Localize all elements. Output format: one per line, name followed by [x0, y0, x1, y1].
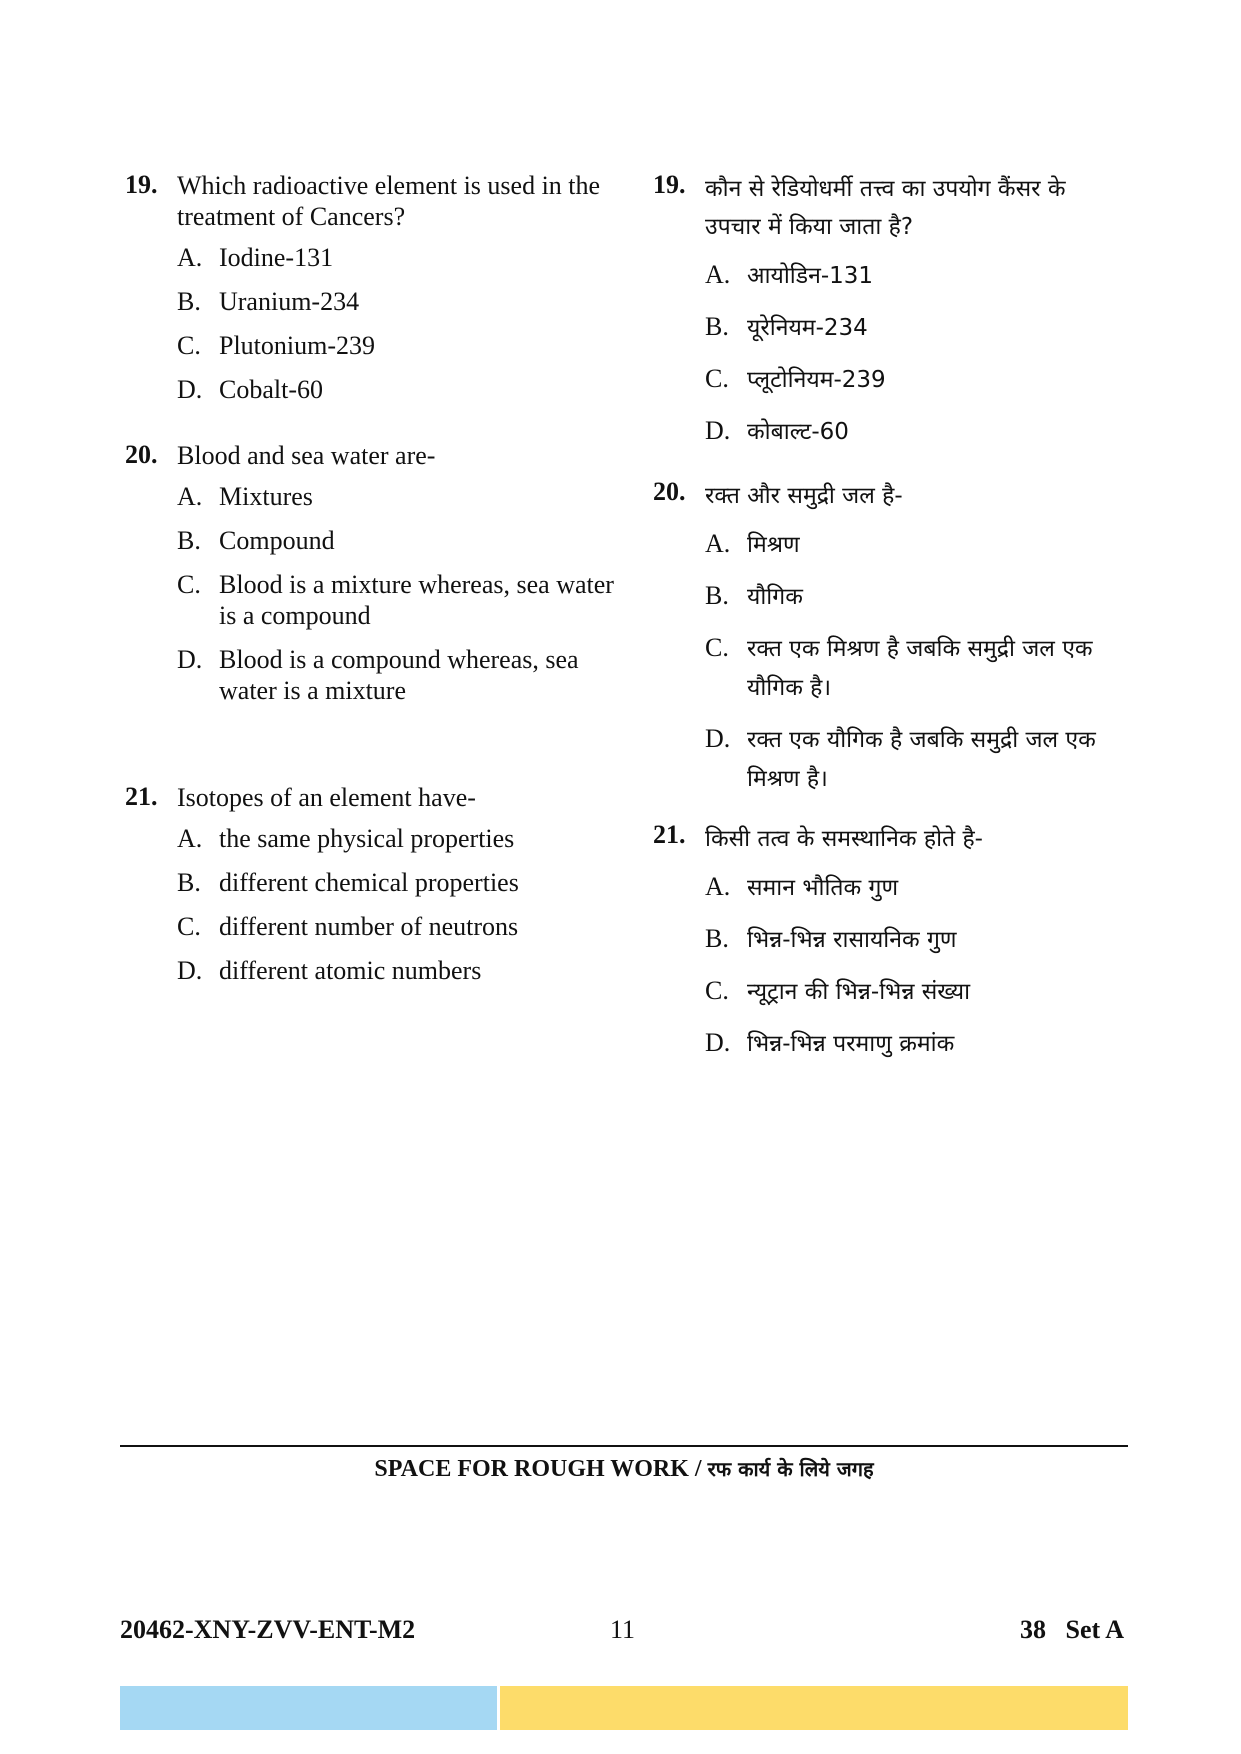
question-text: कौन से रेडियोधर्मी तत्त्व का उपयोग कैंसर के उपचार में किया जाता है? [705, 176, 1066, 240]
option-a: A. Mixtures [177, 482, 313, 511]
question-text: किसी तत्व के समस्थानिक होते है- [705, 826, 983, 852]
option-c: C. रक्त एक मिश्रण है जबकि समुद्री जल एक यौगिक है। [705, 633, 1093, 701]
question-text: Which radioactive element is used in the treatment of Cancers? [177, 171, 601, 231]
question-number: 20. [653, 477, 686, 506]
question-number: 21. [653, 820, 686, 849]
question-number: 19. [125, 170, 158, 199]
option-b: B. यूरेनियम-234 [705, 312, 868, 341]
question-text: Isotopes of an element have- [177, 783, 476, 812]
option-a: A. समान भौतिक गुण [705, 872, 899, 901]
option-a: A. मिश्रण [705, 529, 800, 558]
hindi-column [653, 170, 1123, 1076]
option-d: D. कोबाल्ट-60 [705, 416, 849, 445]
option-b: B. भिन्न-भिन्न रासायनिक गुण [705, 924, 957, 953]
question-text: Blood and sea water are- [177, 441, 436, 470]
question-number: 19. [653, 170, 686, 199]
option-b: B. यौगिक [705, 581, 803, 610]
option-c: C. Plutonium-239 [177, 331, 376, 360]
question-21-hi [653, 820, 1123, 1063]
question-number: 21. [125, 782, 158, 811]
option-b: B. Compound [177, 526, 335, 555]
question-20-hi [653, 477, 1123, 820]
option-c: C. न्यूट्रान की भिन्न-भिन्न संख्या [705, 976, 971, 1005]
option-a: A. Iodine-131 [177, 243, 334, 272]
options-list [177, 823, 625, 986]
options-list [705, 868, 1123, 1063]
question-text: रक्त और समुद्री जल है- [705, 483, 903, 509]
paper-code: 20462-XNY-ZVV-ENT-M2 [120, 1615, 416, 1644]
english-column [125, 170, 625, 999]
option-b: B. Uranium-234 [177, 287, 360, 316]
option-d: D. रक्त एक यौगिक है जबकि समुद्री जल एक मिश्रण है। [705, 724, 1096, 792]
option-d: D. भिन्न-भिन्न परमाणु क्रमांक [705, 1028, 955, 1057]
question-20-en [125, 440, 625, 782]
footer-bar-yellow [500, 1686, 1128, 1730]
page-number: 11 [610, 1615, 636, 1644]
options-list [177, 242, 625, 405]
question-19-en [125, 170, 625, 440]
rough-work-divider [120, 1445, 1128, 1447]
option-a: A. the same physical properties [177, 824, 515, 853]
question-number: 20. [125, 440, 158, 469]
option-c: C. प्लूटोनियम-239 [705, 364, 886, 393]
option-a: A. आयोडिन-131 [705, 260, 874, 289]
options-list [177, 481, 625, 706]
option-d: D. Blood is a compound whereas, sea water is a mixture [177, 645, 579, 705]
option-b: B. different chemical properties [177, 868, 519, 897]
footer-bar-blue [120, 1686, 497, 1730]
options-list [705, 256, 1123, 451]
option-c: C. different number of neutrons [177, 912, 519, 941]
rough-work-label: SPACE FOR ROUGH WORK / रफ कार्य के लिये जगह [374, 1456, 874, 1482]
set-label: 38 Set A [1020, 1615, 1124, 1644]
option-d: D. different atomic numbers [177, 956, 482, 985]
question-21-en [125, 782, 625, 986]
option-c: C. Blood is a mixture whereas, sea water is a compound [177, 570, 614, 630]
option-d: D. Cobalt-60 [177, 375, 323, 404]
question-19-hi [653, 170, 1123, 477]
options-list [705, 525, 1123, 798]
